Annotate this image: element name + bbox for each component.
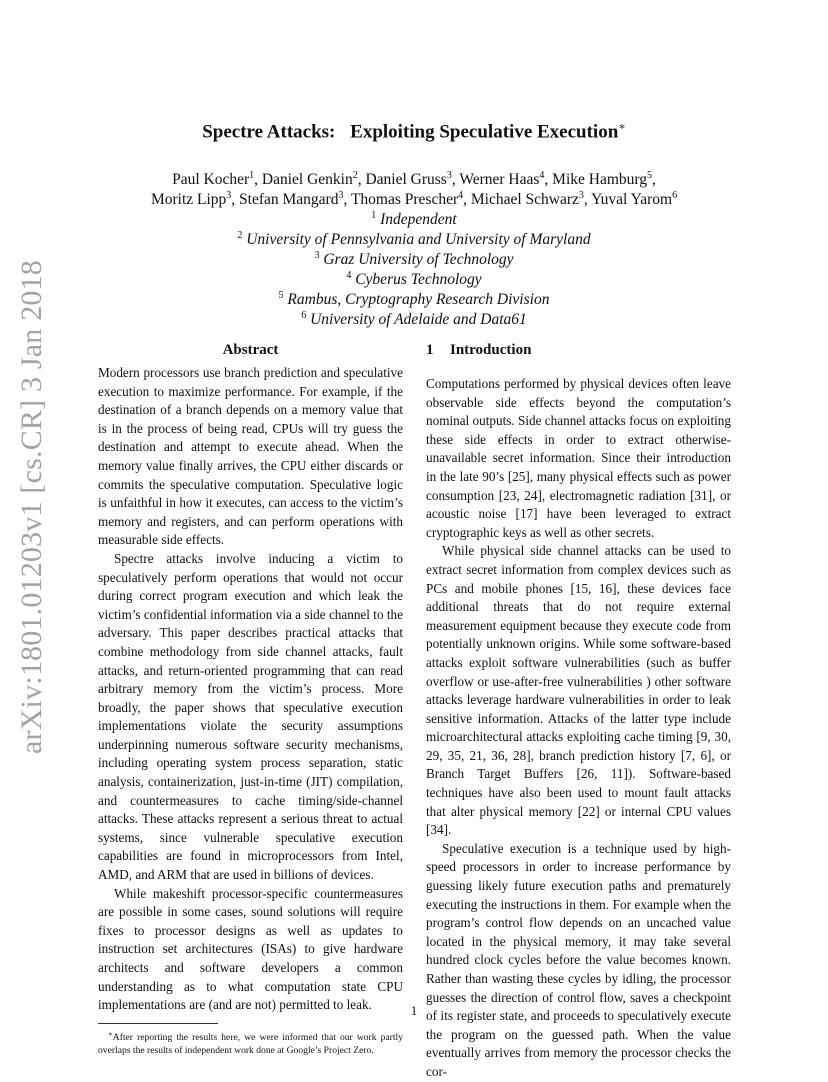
affiliation-number: 6 (301, 309, 307, 321)
title-subtitle: Exploiting Speculative Execution (350, 121, 619, 143)
section-title: Introduction (450, 342, 532, 358)
intro-paragraph: While physical side channel attacks can be used to extract secret information from complex devices such as PCs and mobile phones [15, 16], these devices face additional threats that do not require external measurement equipment because they execute code from potentially unknown origins. While some software-based attacks exploit software vulnerabilities (such as buffer overflow or use-after-free vulnerabilities ) other software attacks leverage hardware vulnerabilities in order to leak sensitive information. Attacks of the latter type include microarchitectural attacks exploiting cache timing [9, 30, 29, 35, 21, 36, 28], branch prediction history [7, 6], or Branch Target Buffers [26, 11]). Software-based techniques have also been used to mount fault attacks that alter physical memory [22] or internal CPU values [34]. (426, 543, 731, 838)
title-footnote-mark: ∗ (618, 121, 626, 133)
paper-title (0, 120, 828, 143)
affiliation-name: Graz University of Technology (323, 251, 514, 268)
author-affiliation-mark: 2 (352, 169, 358, 181)
affiliation-number: 1 (371, 209, 377, 221)
author-separator: , (463, 191, 471, 208)
author-separator: , (652, 171, 656, 188)
affiliation-number: 3 (314, 249, 320, 261)
author-name: Stefan Mangard (239, 191, 339, 208)
author-affiliation-mark: 4 (458, 189, 464, 201)
author-separator: , (451, 171, 460, 188)
author-separator: , (254, 171, 262, 188)
author-name: Yuval Yarom (591, 191, 673, 208)
author-affiliation-mark: 5 (647, 169, 653, 181)
footnote (98, 1028, 403, 1057)
author-affiliation-mark: 4 (539, 169, 545, 181)
section-heading (426, 340, 731, 375)
author-separator: , (343, 191, 351, 208)
author-affiliation-mark: 3 (226, 189, 232, 201)
affiliation-line (0, 210, 828, 230)
section-number: 1 (426, 342, 434, 358)
affiliation-line (0, 290, 828, 310)
author-name: Thomas Prescher (350, 191, 459, 208)
author-separator: , (583, 191, 592, 208)
author-name: Daniel Genkin (261, 171, 353, 188)
affiliation-line (0, 310, 828, 330)
author-name: Moritz Lipp (150, 191, 227, 208)
affiliation-name: University of Pennsylvania and University of Maryland (246, 231, 591, 248)
left-column (98, 340, 403, 1057)
author-affiliation-mark: 3 (338, 189, 344, 201)
affiliation-name: Independent (380, 211, 457, 228)
author-affiliation-mark: 3 (446, 169, 452, 181)
author-name: Paul Kocher (172, 171, 250, 188)
author-line-2 (0, 190, 828, 210)
author-separator: , (231, 191, 240, 208)
right-column (426, 340, 731, 1082)
author-affiliation-mark: 3 (578, 189, 584, 201)
affiliation-number: 2 (237, 229, 243, 241)
intro-paragraph: Computations performed by physical devices often leave observable side effects beyond the computation’s nominal outputs. Side channel attacks focus on exploiting these side effects in order to extract otherwise-unavailable secret information. Since their introduction in the late 90’s [25], many physical effects such as power consumption [23, 24], electromagnetic radiation [31], or acoustic noise [17] have been leveraged to extract cryptographic keys as well as other secrets. (426, 376, 731, 540)
author-line-1 (0, 170, 828, 190)
author-block (0, 170, 828, 330)
affiliation-line (0, 250, 828, 270)
footnote-rule (98, 1023, 218, 1024)
affiliation-number: 5 (278, 289, 284, 301)
abstract-paragraph: Modern processors use branch prediction and speculative execution to maximize performance. For example, if the destination of a branch depends on a memory value that is in the process of being read, CPUs will try guess the destination and attempt to execute ahead. When the memory value finally arrives, the CPU either discards or commits the speculative computation. Speculative logic is unfaithful in how it executes, can access to the victim’s memory and registers, and can perform operations with measurable side effects. (98, 365, 403, 548)
intro-paragraph: Speculative execution is a technique used by high-speed processors in order to increase performance by guessing likely future execution paths and prematurely executing the instructions in them. For example when the program’s control flow depends on an uncached value located in the physical memory, it may take several hundred clock cycles before the value becomes known. Rather than wasting these cycles by idling, the processor guesses the direction of control flow, saves a checkpoint of its register state, and proceeds to speculatively execute the program on the guessed path. When the value eventually arrives from memory the processor checks the cor- (426, 840, 731, 1079)
author-name: Daniel Gruss (365, 171, 447, 188)
author-name: Michael Schwarz (470, 191, 579, 208)
abstract-paragraph: Spectre attacks involve inducing a victim to speculatively perform operations that would not occur during correct program execution and which leak the victim’s confidential information via a side channel to the adversary. This paper describes practical attacks that combine methodology from side channel attacks, fault attacks, and return-oriented programming that can read arbitrary memory from the victim’s process. More broadly, the paper shows that speculative execution implementations violate the security assumptions underpinning numerous software security mechanisms, including operating system process separation, static analysis, containerization, just-in-time (JIT) compilation, and countermeasures to cache timing/side-channel attacks. These attacks represent a serious threat to actual systems, since vulnerable speculative execution capabilities are found in microprocessors from Intel, AMD, and ARM that are used in billions of devices. (98, 550, 403, 883)
arxiv-identifier: arXiv:1801.01203v1 [cs.CR] 3 Jan 2018 (15, 259, 48, 755)
author-affiliation-mark: 6 (672, 189, 678, 201)
affiliation-line (0, 270, 828, 290)
arxiv-stamp (4, 259, 60, 755)
author-name: Werner Haas (459, 171, 540, 188)
affiliation-name: Cyberus Technology (355, 271, 482, 288)
author-affiliation-mark: 1 (249, 169, 255, 181)
title-main: Spectre Attacks: (202, 121, 336, 143)
page-number: 1 (410, 1003, 418, 1018)
footnote-text: After reporting the results here, we were informed that our work partly overlaps the results of independent work done at Google’s Project Zero. (98, 1031, 403, 1056)
affiliation-name: University of Adelaide and Data61 (310, 311, 527, 328)
abstract-heading: Abstract (222, 342, 279, 358)
abstract-paragraph: While makeshift processor-specific countermeasures are possible in some cases, sound solutions will require fixes to processor designs as well as updates to instruction set architectures (ISAs) to give hardware architects and software developers a common understanding as to what computation state CPU implementations are (and are not) permitted to leak. (98, 885, 403, 1013)
author-separator: , (357, 171, 366, 188)
footnote-mark: ∗ (108, 1029, 113, 1038)
author-separator: , (544, 171, 553, 188)
affiliation-name: Rambus, Cryptography Research Division (287, 291, 550, 308)
affiliation-line (0, 230, 828, 250)
affiliation-number: 4 (346, 269, 352, 281)
author-name: Mike Hamburg (552, 171, 648, 188)
